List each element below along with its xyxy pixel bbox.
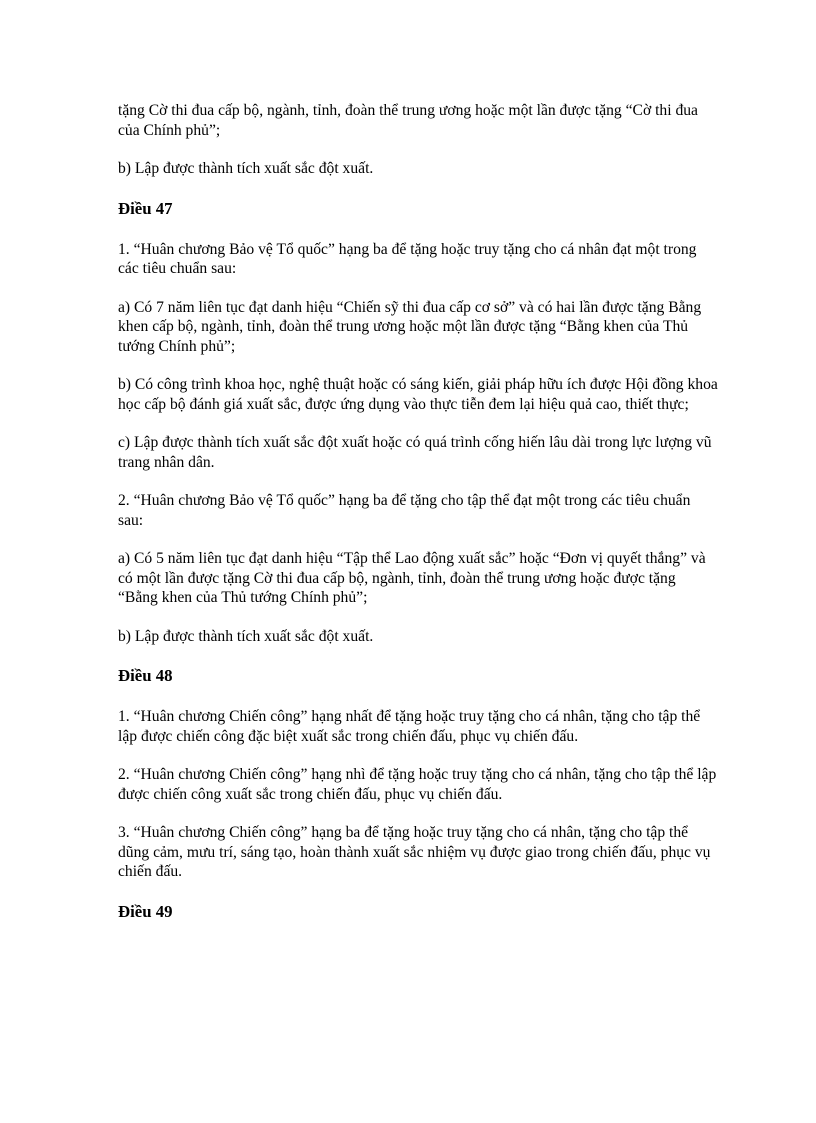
article-47-clause-1c: c) Lập được thành tích xuất sắc đột xuất hoặc có quá trình cống hiến lâu dài trong lực lượng vũ trang nhân dân.: [118, 434, 712, 471]
article-47-clause-1b: b) Có công trình khoa học, nghệ thuật hoặc có sáng kiến, giải pháp hữu ích được Hội đồng khoa học cấp bộ đánh giá xuất sắc, được ứng dụng vào thực tiễn đem lại hiệu quả cao, thiết thực;: [118, 376, 718, 413]
clause-b: b) Lập được thành tích xuất sắc đột xuất.: [118, 160, 374, 177]
article-47-clause-2a: a) Có 5 năm liên tục đạt danh hiệu “Tập thể Lao động xuất sắc” hoặc “Đơn vị quyết thắng” và có một lần được tặng Cờ thi đua cấp bộ, ngành, tỉnh, đoàn thể trung ương hoặc được tặng “Bằng khen của Thủ tướng Chính phủ”;: [118, 550, 706, 606]
paragraph-continuation: tặng Cờ thi đua cấp bộ, ngành, tỉnh, đoàn thể trung ương hoặc một lần được tặng “Cờ thi đua của Chính phủ”;: [118, 102, 698, 139]
article-48-clause-1: 1. “Huân chương Chiến công” hạng nhất để tặng hoặc truy tặng cho cá nhân, tặng cho tập thể lập được chiến công đặc biệt xuất sắc trong chiến đấu, phục vụ chiến đấu.: [118, 708, 701, 745]
article-48-clause-3: 3. “Huân chương Chiến công” hạng ba để tặng hoặc truy tặng cho cá nhân, tặng cho tập thể dũng cảm, mưu trí, sáng tạo, hoàn thành xuất sắc nhiệm vụ được giao trong chiến đấu, phục vụ chiến đấu.: [118, 824, 711, 880]
article-49-heading: Điều 49: [118, 901, 173, 921]
article-48-clause-2: 2. “Huân chương Chiến công” hạng nhì để tặng hoặc truy tặng cho cá nhân, tặng cho tập thể lập được chiến công xuất sắc trong chiến đấu, phục vụ chiến đấu.: [118, 766, 717, 803]
article-47-clause-2b: b) Lập được thành tích xuất sắc đột xuất.: [118, 627, 374, 645]
article-47-clause-1: 1. “Huân chương Bảo vệ Tổ quốc” hạng ba để tặng hoặc truy tặng cho cá nhân đạt một trong các tiêu chuẩn sau:: [118, 240, 697, 277]
article-47-clause-2: 2. “Huân chương Bảo vệ Tổ quốc” hạng ba để tặng cho tập thể đạt một trong các tiêu chuẩn sau:: [118, 492, 691, 529]
article-48-heading: Điều 48: [118, 666, 173, 685]
document-page: [118, 101, 718, 943]
article-47-heading: Điều 47: [118, 198, 173, 218]
article-47-clause-1a: a) Có 7 năm liên tục đạt danh hiệu “Chiến sỹ thi đua cấp cơ sở” và có hai lần được tặng Bằng khen cấp bộ, ngành, tỉnh, đoàn thể trung ương hoặc một lần được tặng “Bằng khen của Thủ tướng Chính phủ”;: [118, 298, 702, 355]
